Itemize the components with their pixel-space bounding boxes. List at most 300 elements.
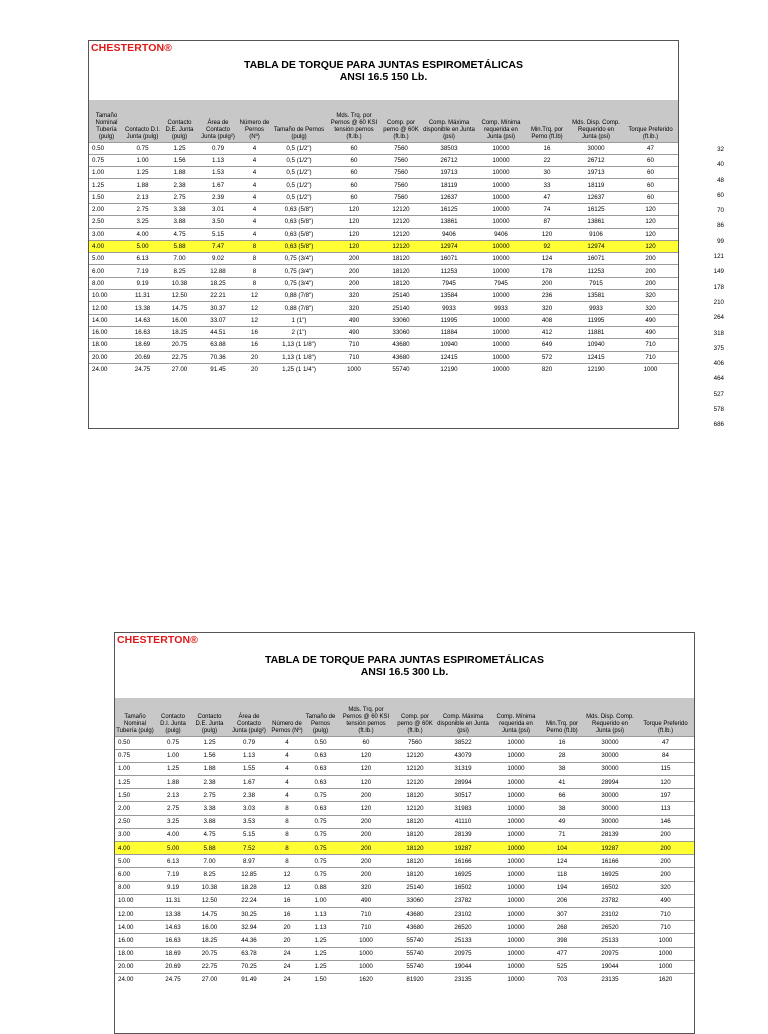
table-cell: 13.38	[124, 302, 161, 314]
table-cell: 16.00	[89, 326, 124, 338]
table-cell: 1.88	[155, 776, 191, 789]
table-cell: 12120	[381, 240, 421, 252]
table-cell: 146	[637, 815, 694, 828]
table-cell: 18119	[569, 179, 623, 191]
table-cell: 33060	[395, 894, 435, 907]
table-cell: 23782	[435, 894, 491, 907]
table-cell: 12120	[395, 776, 435, 789]
table-cell: 19713	[421, 167, 477, 179]
table-cell: 1,25 (1 1/4")	[271, 363, 327, 375]
table-cell: 12190	[569, 363, 623, 375]
table-cell: 0.63	[304, 749, 337, 762]
table-row	[115, 736, 694, 749]
table-cell: 20	[238, 351, 271, 363]
table-cell: 3.38	[161, 203, 198, 215]
table-row	[89, 191, 678, 203]
table-cell: 8	[270, 815, 304, 828]
table-cell: 47	[525, 191, 569, 203]
table-cell: 120	[327, 228, 381, 240]
column-header: Número de Pernos (Nº)	[270, 698, 304, 736]
table2-title-line1: TABLA DE TORQUE PARA JUNTAS ESPIROMETÁLICAS	[264, 654, 545, 666]
table-cell: 24.00	[89, 363, 124, 375]
column-header: Tamaño de Pernos (pulg)	[304, 698, 337, 736]
table-cell: 710	[327, 351, 381, 363]
table-cell: 16071	[569, 253, 623, 265]
table-cell: 30000	[583, 749, 637, 762]
table-cell: 490	[327, 314, 381, 326]
table-cell: 60	[327, 191, 381, 203]
table-cell: 28	[541, 749, 583, 762]
table-cell: 60	[327, 142, 381, 154]
column-header: Comp. por perno @ 60K (ft.lb.)	[395, 698, 435, 736]
table-row-highlighted	[89, 240, 678, 252]
table-cell: 1 (1")	[271, 314, 327, 326]
table-cell: 1000	[637, 934, 694, 947]
table-cell: 4	[238, 203, 271, 215]
table-cell: 20.00	[115, 960, 155, 973]
torque-table-150lb-sheet	[88, 40, 679, 429]
table-cell: 1.88	[191, 762, 228, 775]
column-header: Comp. Máxima disponible en Junta (psi)	[435, 698, 491, 736]
column-header: Comp. Máxima disponible en Junta (psi)	[421, 100, 477, 142]
table-cell: 12120	[395, 802, 435, 815]
table-cell: 10000	[477, 179, 525, 191]
table-cell: 0,88 (7/8")	[271, 290, 327, 302]
table-cell: 1000	[337, 960, 395, 973]
table-cell: 1.00	[89, 167, 124, 179]
table-cell: 18.25	[161, 326, 198, 338]
table-cell: 490	[637, 894, 694, 907]
table-cell: 25133	[435, 934, 491, 947]
table-cell: 490	[623, 314, 678, 326]
table-cell: 18120	[395, 868, 435, 881]
column-header: Comp. Mínima requerida en Junta (psi)	[477, 100, 525, 142]
table-cell: 10000	[477, 314, 525, 326]
table-cell: 11.31	[124, 290, 161, 302]
table-cell: 12974	[569, 240, 623, 252]
side-value: 578	[713, 406, 724, 414]
table-row	[115, 881, 694, 894]
table-cell: 14.00	[115, 921, 155, 934]
table1-title	[89, 59, 678, 83]
column-header: Min.Trq. por Perno (ft.lb)	[525, 100, 569, 142]
side-value: 318	[713, 329, 724, 337]
table-cell: 18120	[381, 277, 421, 289]
table-cell: 10000	[491, 828, 541, 841]
table-cell: 200	[623, 253, 678, 265]
table-cell: 1.25	[191, 736, 228, 749]
table-cell: 0.63	[304, 802, 337, 815]
table-cell: 60	[327, 167, 381, 179]
table-cell: 1.25	[155, 762, 191, 775]
table-cell: 24	[270, 973, 304, 986]
table-cell: 1.67	[198, 179, 238, 191]
table-cell: 28139	[435, 828, 491, 841]
table-cell: 16	[525, 142, 569, 154]
table-cell: 1.25	[124, 167, 161, 179]
table-cell: 1.00	[124, 154, 161, 166]
table-cell: 7945	[421, 277, 477, 289]
table-cell: 1000	[637, 960, 694, 973]
table1-title-line1: TABLA DE TORQUE PARA JUNTAS ESPIROMETÁLICAS	[243, 59, 524, 71]
table-cell: 1.50	[115, 789, 155, 802]
table-row	[89, 339, 678, 351]
table-row	[115, 855, 694, 868]
table-row	[115, 960, 694, 973]
table-cell: 0.75	[304, 855, 337, 868]
table-cell: 710	[623, 351, 678, 363]
table-cell: 11253	[421, 265, 477, 277]
table-cell: 18.25	[191, 934, 228, 947]
table-cell: 38503	[421, 142, 477, 154]
table-cell: 0,75 (3/4")	[271, 265, 327, 277]
column-header: Torque Preferido (ft.lb.)	[623, 100, 678, 142]
table-cell: 27.00	[161, 363, 198, 375]
table-cell: 0.75	[304, 815, 337, 828]
table-cell: 9933	[421, 302, 477, 314]
table-cell: 19287	[435, 842, 491, 855]
table-cell: 572	[525, 351, 569, 363]
table-cell: 10000	[491, 947, 541, 960]
table-cell: 1.00	[115, 762, 155, 775]
table-cell: 4	[238, 228, 271, 240]
table-cell: 28994	[435, 776, 491, 789]
table-cell: 22	[525, 154, 569, 166]
table-cell: 4.75	[161, 228, 198, 240]
table-cell: 10000	[491, 881, 541, 894]
table-cell: 16.63	[155, 934, 191, 947]
table-cell: 10.00	[89, 290, 124, 302]
table-cell: 2.75	[161, 191, 198, 203]
table-cell: 7.19	[124, 265, 161, 277]
table-cell: 18120	[395, 828, 435, 841]
table-cell: 4	[270, 789, 304, 802]
table-cell: 1.88	[124, 179, 161, 191]
table-cell: 197	[637, 789, 694, 802]
column-header: Contacto D.E. Junta (pulg)	[161, 100, 198, 142]
table-cell: 31319	[435, 762, 491, 775]
table-cell: 5.00	[124, 240, 161, 252]
table-row	[89, 253, 678, 265]
torque-table-300lb-sheet	[114, 632, 695, 1034]
table-cell: 200	[337, 842, 395, 855]
table-cell: 12637	[569, 191, 623, 203]
table-row	[89, 228, 678, 240]
table-cell: 23782	[583, 894, 637, 907]
table-row	[115, 789, 694, 802]
table-cell: 120	[337, 802, 395, 815]
table-cell: 4	[238, 216, 271, 228]
table-cell: 3.00	[115, 828, 155, 841]
table-cell: 12120	[381, 228, 421, 240]
table-cell: 9406	[421, 228, 477, 240]
table-cell: 2.39	[198, 191, 238, 203]
table-cell: 0,75 (3/4")	[271, 253, 327, 265]
table-cell: 5.00	[155, 842, 191, 855]
table-cell: 10000	[477, 142, 525, 154]
table-row	[89, 216, 678, 228]
table-cell: 120	[337, 749, 395, 762]
table-cell: 4	[238, 167, 271, 179]
table-cell: 81920	[395, 973, 435, 986]
side-value: 686	[713, 421, 724, 429]
table-cell: 30.25	[228, 907, 270, 920]
table-cell: 16	[238, 339, 271, 351]
table-cell: 30517	[435, 789, 491, 802]
table-cell: 0,63 (5/8")	[271, 203, 327, 215]
table-cell: 200	[637, 868, 694, 881]
table-cell: 24	[270, 947, 304, 960]
table-cell: 6.13	[124, 253, 161, 265]
table-cell: 10000	[477, 253, 525, 265]
table-cell: 18119	[421, 179, 477, 191]
table-cell: 33060	[381, 314, 421, 326]
side-value: 86	[717, 222, 724, 230]
table-cell: 710	[637, 921, 694, 934]
table-cell: 124	[525, 253, 569, 265]
table-cell: 200	[337, 855, 395, 868]
table-cell: 10000	[491, 894, 541, 907]
chesterton-logo: CHESTERTON®	[117, 634, 198, 646]
table-cell: 30000	[583, 815, 637, 828]
table-cell: 10000	[491, 776, 541, 789]
table-cell: 0,88 (7/8")	[271, 302, 327, 314]
table-cell: 14.63	[124, 314, 161, 326]
table-cell: 0,63 (5/8")	[271, 240, 327, 252]
table-cell: 1000	[327, 363, 381, 375]
table-row	[89, 203, 678, 215]
table-cell: 9933	[477, 302, 525, 314]
table-cell: 0.63	[304, 762, 337, 775]
column-header: Mds. Disp. Comp. Requerido en Junta (psi)	[583, 698, 637, 736]
table-row	[115, 907, 694, 920]
table-cell: 12.00	[115, 907, 155, 920]
table-cell: 33060	[381, 326, 421, 338]
table-cell: 18.00	[115, 947, 155, 960]
side-value: 48	[717, 176, 724, 184]
table-cell: 3.25	[124, 216, 161, 228]
table-cell: 0,5 (1/2")	[271, 191, 327, 203]
table2-grid	[115, 698, 694, 986]
table-cell: 0.88	[304, 881, 337, 894]
table-row-highlighted	[115, 842, 694, 855]
table-cell: 1.00	[304, 894, 337, 907]
table-cell: 10000	[491, 960, 541, 973]
table-cell: 113	[637, 802, 694, 815]
table-cell: 200	[337, 815, 395, 828]
table-cell: 9406	[477, 228, 525, 240]
table-cell: 0.50	[304, 736, 337, 749]
column-header: Contacto D.E. Junta (pulg)	[191, 698, 228, 736]
table-cell: 10000	[491, 921, 541, 934]
table-cell: 1.50	[89, 191, 124, 203]
table-cell: 320	[525, 302, 569, 314]
table-cell: 12.88	[198, 265, 238, 277]
table-cell: 60	[623, 179, 678, 191]
table-cell: 200	[637, 842, 694, 855]
table-cell: 20.75	[161, 339, 198, 351]
table-cell: 104	[541, 842, 583, 855]
table-cell: 0.79	[228, 736, 270, 749]
table-cell: 2.00	[115, 802, 155, 815]
side-value: 32	[717, 146, 724, 153]
table-cell: 115	[637, 762, 694, 775]
table-cell: 23102	[583, 907, 637, 920]
table2-title-line2: ANSI 16.5 300 Lb.	[360, 666, 449, 678]
table-cell: 3.00	[89, 228, 124, 240]
table-cell: 0.75	[304, 789, 337, 802]
table-row	[115, 894, 694, 907]
table-row	[89, 142, 678, 154]
table-cell: 84	[637, 749, 694, 762]
table-cell: 11881	[569, 326, 623, 338]
table-cell: 0.75	[89, 154, 124, 166]
table-cell: 1.13	[304, 907, 337, 920]
table-cell: 10940	[421, 339, 477, 351]
table-cell: 33	[525, 179, 569, 191]
table-cell: 91.45	[198, 363, 238, 375]
table-cell: 10000	[477, 167, 525, 179]
table-cell: 1000	[337, 934, 395, 947]
column-header: Mds. Trq. por Pernos @ 60 KSI tensión pernos (ft.lb.)	[327, 100, 381, 142]
table-cell: 1.25	[304, 960, 337, 973]
table-row	[115, 802, 694, 815]
table-cell: 18.25	[198, 277, 238, 289]
table-cell: 16.00	[161, 314, 198, 326]
table-cell: 6.00	[115, 868, 155, 881]
side-value: 527	[713, 390, 724, 398]
table-row	[115, 815, 694, 828]
table-cell: 120	[623, 203, 678, 215]
table-cell: 63.78	[228, 947, 270, 960]
table-cell: 10000	[477, 216, 525, 228]
table-cell: 20.75	[191, 947, 228, 960]
table-cell: 19713	[569, 167, 623, 179]
table-cell: 43680	[381, 339, 421, 351]
table-cell: 320	[337, 881, 395, 894]
table-cell: 490	[623, 326, 678, 338]
table1-grid	[89, 100, 678, 375]
table-cell: 0,5 (1/2")	[271, 154, 327, 166]
table-cell: 710	[623, 339, 678, 351]
table-cell: 4.75	[191, 828, 228, 841]
table-cell: 490	[327, 326, 381, 338]
table-cell: 3.25	[155, 815, 191, 828]
table1-side-column	[700, 142, 724, 433]
table-cell: 5.15	[228, 828, 270, 841]
side-value: 178	[713, 283, 724, 291]
table-cell: 8	[238, 277, 271, 289]
column-header: Mds. Trq. por Pernos @ 60 KSI tensión pernos (ft.lb.)	[337, 698, 395, 736]
table-cell: 0.75	[304, 828, 337, 841]
table-cell: 30000	[583, 789, 637, 802]
table-cell: 710	[327, 339, 381, 351]
table-cell: 0.75	[124, 142, 161, 154]
table-cell: 7.19	[155, 868, 191, 881]
table-cell: 7.52	[228, 842, 270, 855]
table-cell: 43680	[395, 921, 435, 934]
table-cell: 4	[238, 191, 271, 203]
table-cell: 8	[238, 240, 271, 252]
table-cell: 408	[525, 314, 569, 326]
table-cell: 710	[337, 907, 395, 920]
table-cell: 16	[238, 326, 271, 338]
table-cell: 30000	[583, 762, 637, 775]
table-cell: 7945	[477, 277, 525, 289]
table-cell: 32.94	[228, 921, 270, 934]
table-cell: 2.38	[228, 789, 270, 802]
table-cell: 18120	[381, 253, 421, 265]
table-cell: 10940	[569, 339, 623, 351]
table-cell: 200	[327, 253, 381, 265]
chesterton-logo: CHESTERTON®	[91, 42, 172, 54]
side-value: 149	[713, 268, 724, 276]
table-cell: 44.51	[198, 326, 238, 338]
table-cell: 4	[270, 736, 304, 749]
table-cell: 398	[541, 934, 583, 947]
table-row	[115, 776, 694, 789]
table-cell: 0.75	[115, 749, 155, 762]
table-cell: 12	[270, 868, 304, 881]
table-cell: 28139	[583, 828, 637, 841]
table-cell: 20	[270, 934, 304, 947]
table-cell: 24.00	[115, 973, 155, 986]
table-cell: 30	[525, 167, 569, 179]
table-cell: 0,5 (1/2")	[271, 179, 327, 191]
table-cell: 13861	[421, 216, 477, 228]
table-cell: 194	[541, 881, 583, 894]
table-cell: 10.00	[115, 894, 155, 907]
table-row	[89, 167, 678, 179]
table-cell: 6.00	[89, 265, 124, 277]
table-cell: 16166	[435, 855, 491, 868]
table-cell: 63.88	[198, 339, 238, 351]
table-cell: 10000	[477, 240, 525, 252]
table-cell: 0.50	[115, 736, 155, 749]
table-cell: 16502	[583, 881, 637, 894]
table-cell: 20975	[435, 947, 491, 960]
table-cell: 1.13	[228, 749, 270, 762]
table-cell: 7.00	[191, 855, 228, 868]
table-cell: 10000	[491, 842, 541, 855]
table-cell: 12415	[569, 351, 623, 363]
table-cell: 3.88	[161, 216, 198, 228]
table-cell: 120	[327, 240, 381, 252]
column-header: Min.Trq. por Perno (ft.lb)	[541, 698, 583, 736]
table-cell: 2.75	[155, 802, 191, 815]
table-cell: 8.25	[161, 265, 198, 277]
table-cell: 412	[525, 326, 569, 338]
table-cell: 2.13	[124, 191, 161, 203]
table-row	[89, 326, 678, 338]
table-cell: 19287	[583, 842, 637, 855]
table-cell: 22.75	[161, 351, 198, 363]
table-cell: 13581	[569, 290, 623, 302]
table-cell: 30000	[583, 802, 637, 815]
table-cell: 3.50	[198, 216, 238, 228]
table-cell: 10000	[477, 203, 525, 215]
table-cell: 5.00	[115, 855, 155, 868]
table-cell: 120	[337, 762, 395, 775]
table-cell: 10000	[477, 351, 525, 363]
table-cell: 12637	[421, 191, 477, 203]
table-cell: 0.79	[198, 142, 238, 154]
table2-title	[115, 654, 694, 678]
table-cell: 2.50	[115, 815, 155, 828]
table-cell: 7560	[381, 142, 421, 154]
table-cell: 320	[623, 302, 678, 314]
table-cell: 60	[327, 179, 381, 191]
